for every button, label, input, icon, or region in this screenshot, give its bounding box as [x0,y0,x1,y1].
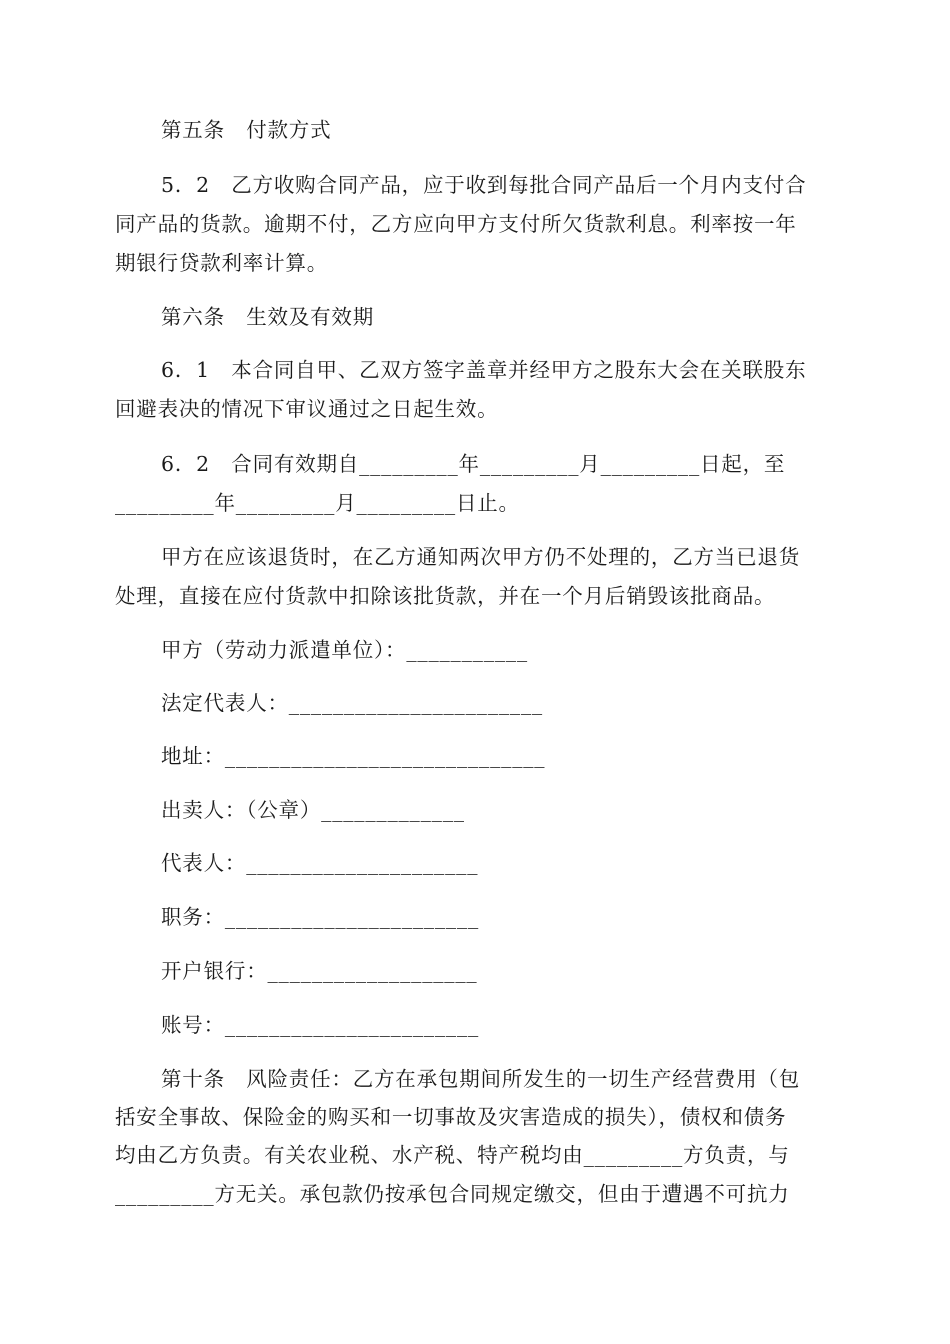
clause-6-1-line-1: 6．1 本合同自甲、乙双方签字盖章并经甲方之股东大会在关联股东 [161,358,807,382]
heading-article-5: 第五条 付款方式 [161,118,332,142]
article-10-line-3: 均由乙方负责。有关农业税、水产税、特产税均由_________方负责，与 [115,1143,790,1167]
return-clause-line-1: 甲方在应该退货时，在乙方通知两次甲方仍不处理的，乙方当已退货 [161,545,800,569]
legal-representative-field: 法定代表人：_______________________ [161,691,543,715]
clause-5-2-line-2: 同产品的货款。逾期不付，乙方应向甲方支付所欠货款利息。利率按一年 [115,212,797,236]
return-clause-line-2: 处理，直接在应付货款中扣除该批货款，并在一个月后销毁该批商品。 [115,584,776,608]
account-number-field: 账号：_______________________ [161,1013,480,1037]
seller-seal-field: 出卖人：（公章）_____________ [161,798,465,822]
position-field: 职务：_______________________ [161,905,480,929]
article-10-line-1: 第十条 风险责任：乙方在承包期间所发生的一切生产经营费用（包 [161,1067,800,1091]
clause-6-2-line-1: 6．2 合同有效期自_________年_________月_________日起，至 [161,452,786,476]
address-field: 地址：_____________________________ [161,744,546,768]
party-a-field: 甲方（劳动力派遣单位）：___________ [161,638,528,662]
clause-5-2-line-1: 5．2 乙方收购合同产品，应于收到每批合同产品后一个月内支付合 [161,173,807,197]
clause-6-2-line-2: _________年_________月_________日止。 [115,491,520,515]
clause-5-2-line-3: 期银行贷款利率计算。 [115,251,328,275]
heading-article-6: 第六条 生效及有效期 [161,305,374,329]
article-10-line-4: _________方无关。承包款仍按承包合同规定缴交，但由于遭遇不可抗力 [115,1182,790,1206]
representative-field: 代表人：_____________________ [161,851,479,875]
clause-6-1-line-2: 回避表决的情况下审议通过之日起生效。 [115,397,499,421]
bank-field: 开户银行：___________________ [161,959,478,983]
article-10-line-2: 括安全事故、保险金的购买和一切事故及灾害造成的损失），债权和债务 [115,1105,787,1129]
